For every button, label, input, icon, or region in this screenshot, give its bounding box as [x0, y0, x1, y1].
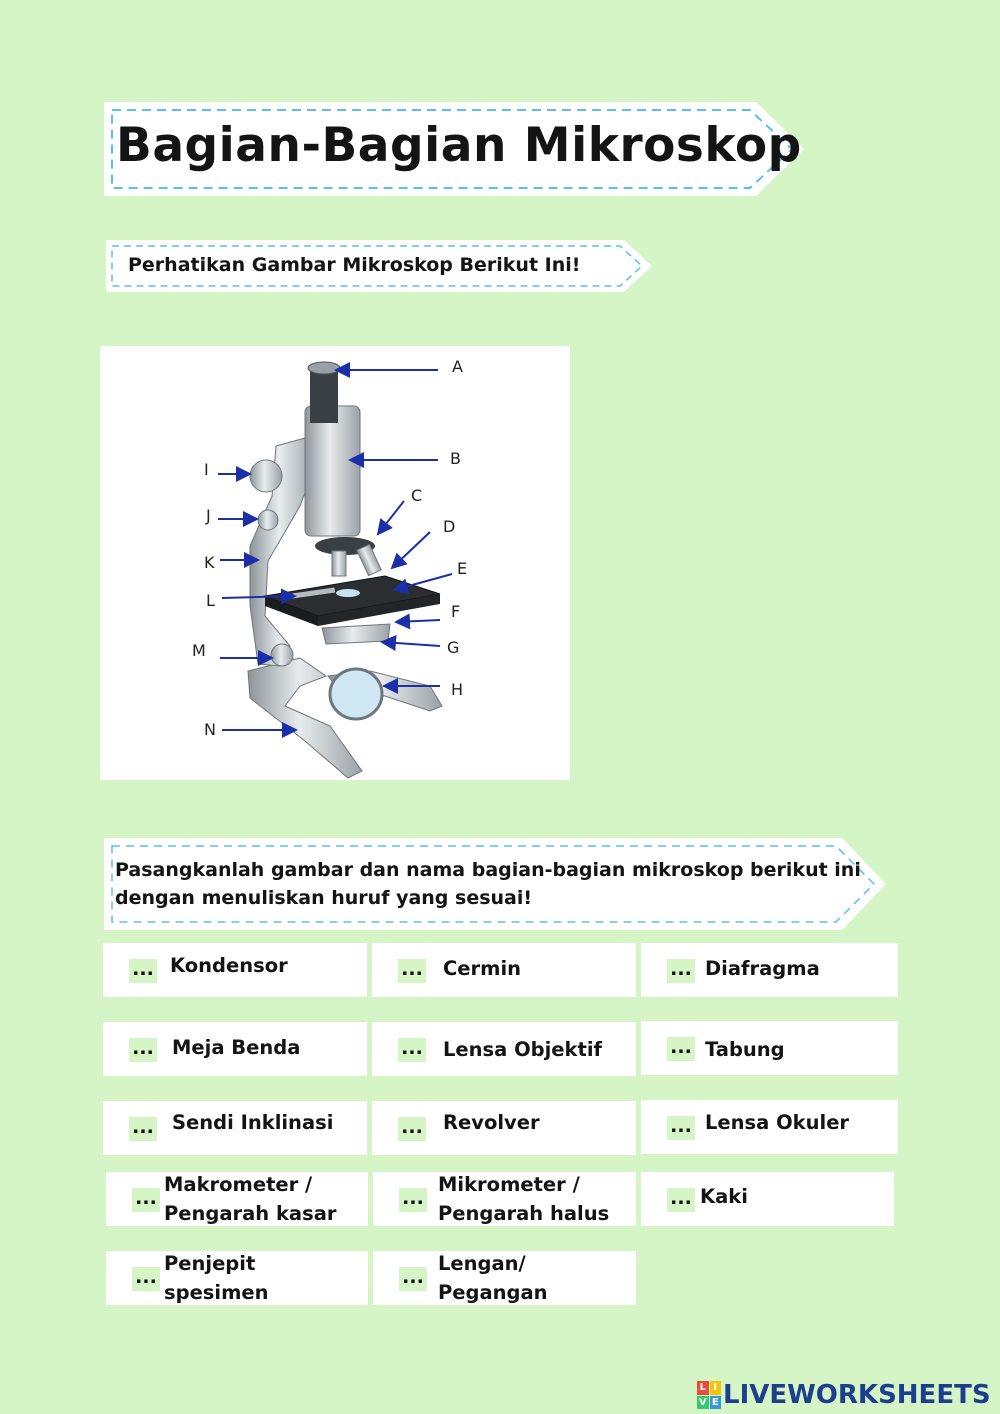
answer-blank[interactable]: ... [398, 959, 426, 983]
label-k: K [204, 553, 215, 572]
label-l: L [206, 591, 215, 610]
instruction-banner [102, 836, 888, 932]
subtitle-banner [104, 238, 654, 294]
microscope-drawing [100, 346, 570, 780]
answer-blank[interactable]: ... [129, 1117, 157, 1141]
subtitle: Perhatikan Gambar Mikroskop Berikut Ini! [128, 254, 581, 276]
answer-card-cermin [372, 943, 636, 997]
answer-blank[interactable]: ... [667, 1188, 695, 1212]
label-h: H [451, 680, 464, 699]
microscope-figure [100, 346, 570, 780]
answer-card-sendi-inklinasi [103, 1101, 367, 1155]
part-name: Meja Benda [172, 1036, 301, 1059]
part-name [164, 1249, 269, 1307]
instruction-line-1: Pasangkanlah gambar dan nama bagian-bagian mikroskop berikut ini [115, 859, 861, 881]
part-name-line-1: Lengan/ [438, 1252, 526, 1275]
instruction-line-2: dengan menuliskan huruf yang sesuai! [115, 887, 533, 909]
label-f: F [451, 602, 461, 621]
part-name: Diafragma [705, 957, 820, 980]
instruction-text [115, 856, 861, 912]
part-name: Lensa Okuler [705, 1111, 850, 1134]
label-j: J [206, 506, 211, 525]
answer-card-lengan [373, 1251, 636, 1305]
part-name: Lensa Objektif [443, 1038, 602, 1061]
answer-blank[interactable]: ... [129, 1038, 157, 1062]
answer-card-penjepit [106, 1251, 368, 1305]
label-a: A [452, 357, 463, 376]
part-name: Kaki [700, 1185, 748, 1208]
brand-text: LIVEWORKSHEETS [723, 1380, 991, 1410]
answer-card-revolver [372, 1101, 636, 1155]
answer-blank[interactable]: ... [132, 1267, 160, 1291]
label-c: C [411, 486, 423, 505]
part-name-line-1: Penjepit [164, 1252, 256, 1275]
part-name-line-1: Makrometer / [164, 1173, 313, 1196]
answer-blank[interactable]: ... [667, 1116, 695, 1140]
part-name [438, 1249, 548, 1307]
title-banner [100, 100, 808, 198]
part-name: Revolver [443, 1111, 540, 1134]
answer-blank[interactable]: ... [399, 1267, 427, 1291]
part-name-line-2: spesimen [164, 1281, 269, 1304]
part-name [438, 1170, 609, 1228]
answer-blank[interactable]: ... [667, 959, 695, 983]
answer-card-meja-benda [103, 1022, 367, 1076]
part-name: Sendi Inklinasi [172, 1111, 334, 1134]
part-name-line-2: Pengarah kasar [164, 1202, 337, 1225]
answer-card-diafragma [641, 943, 898, 997]
answer-blank[interactable]: ... [132, 1188, 160, 1212]
part-name: Cermin [443, 957, 522, 980]
label-i: I [204, 460, 209, 479]
answer-card-makrometer [106, 1172, 368, 1226]
answer-card-tabung [641, 1021, 898, 1075]
label-b: B [450, 449, 461, 468]
answer-card-lensa-objektif [372, 1022, 636, 1076]
part-name-line-2: Pengarah halus [438, 1202, 610, 1225]
part-name-line-1: Mikrometer / [438, 1173, 580, 1196]
part-name: Tabung [705, 1038, 785, 1061]
answer-card-lensa-okuler [641, 1100, 898, 1154]
answer-card-mikrometer [373, 1172, 636, 1226]
part-name-line-2: Pegangan [438, 1281, 548, 1304]
answer-blank[interactable]: ... [398, 1038, 426, 1062]
answer-blank[interactable]: ... [398, 1117, 426, 1141]
label-g: G [447, 638, 460, 657]
answer-blank[interactable]: ... [399, 1188, 427, 1212]
answer-card-kaki [641, 1172, 894, 1226]
answer-blank[interactable]: ... [129, 959, 157, 983]
answer-card-kondensor [103, 943, 367, 997]
liveworksheets-logo-icon: L I V E [697, 1381, 721, 1409]
label-n: N [204, 720, 216, 739]
label-d: D [443, 517, 456, 536]
answer-blank[interactable]: ... [667, 1037, 695, 1061]
label-m: M [192, 641, 206, 660]
page-title: Bagian-Bagian Mikroskop [116, 118, 802, 173]
part-name: Kondensor [170, 954, 288, 977]
label-e: E [457, 559, 468, 578]
part-name [164, 1170, 336, 1228]
liveworksheets-brand [697, 1378, 991, 1412]
